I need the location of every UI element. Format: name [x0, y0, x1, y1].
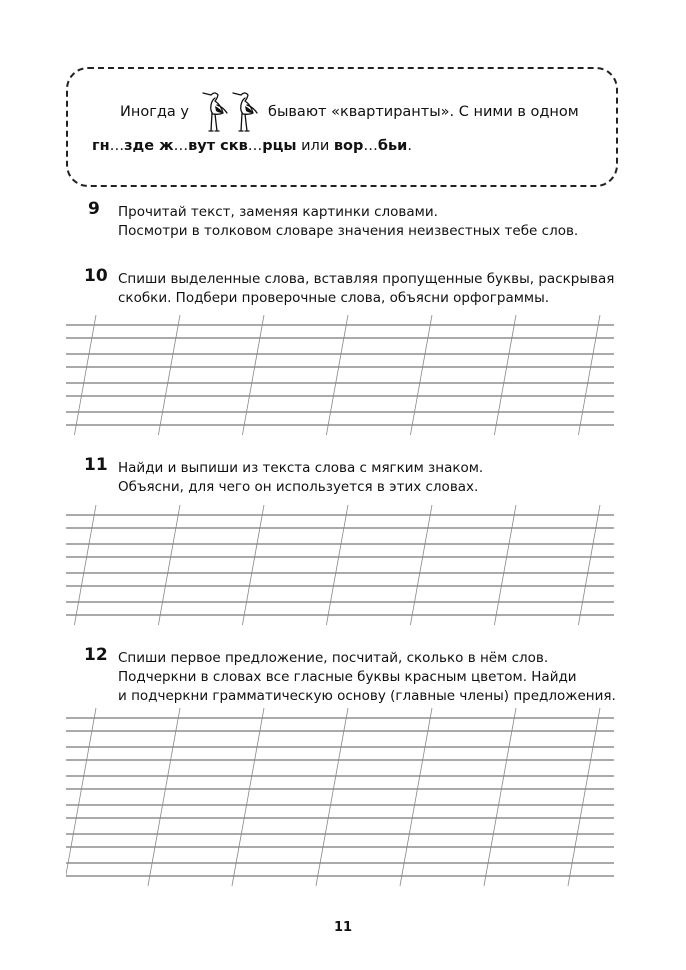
- task-number: 11: [84, 455, 108, 475]
- notice-box: [66, 67, 618, 187]
- storks-icon: [199, 85, 265, 137]
- slant-guide: [148, 708, 180, 886]
- slant-guide: [410, 315, 432, 435]
- slant-guide: [494, 315, 516, 435]
- notice-fragment: .: [407, 138, 412, 154]
- notice-prefix: Иногда у: [120, 104, 189, 120]
- notice-fragment: или: [296, 138, 334, 154]
- task-text-line: и подчеркни грамматическую основу (главные члены) предложения.: [118, 688, 616, 704]
- task-number: 10: [84, 266, 108, 286]
- slant-guide: [158, 315, 180, 435]
- task-text-line: скобки. Подбери проверочные слова, объясни орфограммы.: [118, 290, 550, 306]
- page-number: 11: [333, 920, 353, 935]
- notice-fragment: зде ж: [124, 138, 174, 154]
- slant-guide: [494, 505, 516, 625]
- task-text-line: Подчеркни в словах все гласные буквы красным цветом. Найди: [118, 669, 577, 685]
- writing-lines-task-11[interactable]: [66, 505, 614, 625]
- notice-fragment: …: [109, 138, 125, 154]
- task-number: 9: [88, 199, 100, 219]
- slant-guide: [66, 708, 96, 886]
- slant-guide: [316, 708, 348, 886]
- writing-lines-task-10[interactable]: [66, 315, 614, 435]
- notice-fragment: рцы: [262, 138, 297, 154]
- slant-guide: [232, 708, 264, 886]
- notice-fragment: вор: [333, 138, 364, 154]
- task-text-line: Найди и выпиши из текста слова с мягким знаком.: [118, 460, 484, 476]
- writing-lines-task-12[interactable]: [66, 708, 614, 888]
- slant-guide: [326, 315, 348, 435]
- slant-guide: [400, 708, 432, 886]
- slant-guide: [410, 505, 432, 625]
- slant-guide: [242, 505, 264, 625]
- slant-guide: [74, 315, 96, 435]
- slant-guide: [484, 708, 516, 886]
- slant-guide: [578, 315, 600, 435]
- notice-line2: [92, 138, 412, 154]
- task-text-line: Объясни, для чего он используется в этих словах.: [118, 479, 479, 495]
- slant-guide: [568, 708, 600, 886]
- notice-fragment: …: [363, 138, 378, 154]
- notice-fragment: …: [173, 138, 189, 154]
- slant-guide: [74, 505, 96, 625]
- slant-guide: [578, 505, 600, 625]
- slant-guide: [158, 505, 180, 625]
- notice-fragment: гн: [92, 138, 110, 154]
- notice-fragment: бьи: [377, 138, 408, 154]
- task-text-line: Прочитай текст, заменяя картинки словами.: [118, 204, 438, 220]
- task-text-line: Посмотри в толковом словаре значения неизвестных тебе слов.: [118, 223, 579, 239]
- task-text-line: Спиши выделенные слова, вставляя пропущенные буквы, раскрывая: [118, 271, 615, 287]
- task-text-line: Спиши первое предложение, посчитай, сколько в нём слов.: [118, 650, 549, 666]
- slant-guide: [326, 505, 348, 625]
- task-number: 12: [84, 645, 108, 665]
- notice-fragment: вут скв: [188, 138, 248, 154]
- notice-suffix: бывают «квартиранты». С ними в одном: [268, 104, 579, 120]
- slant-guide: [242, 315, 264, 435]
- notice-fragment: …: [247, 138, 263, 154]
